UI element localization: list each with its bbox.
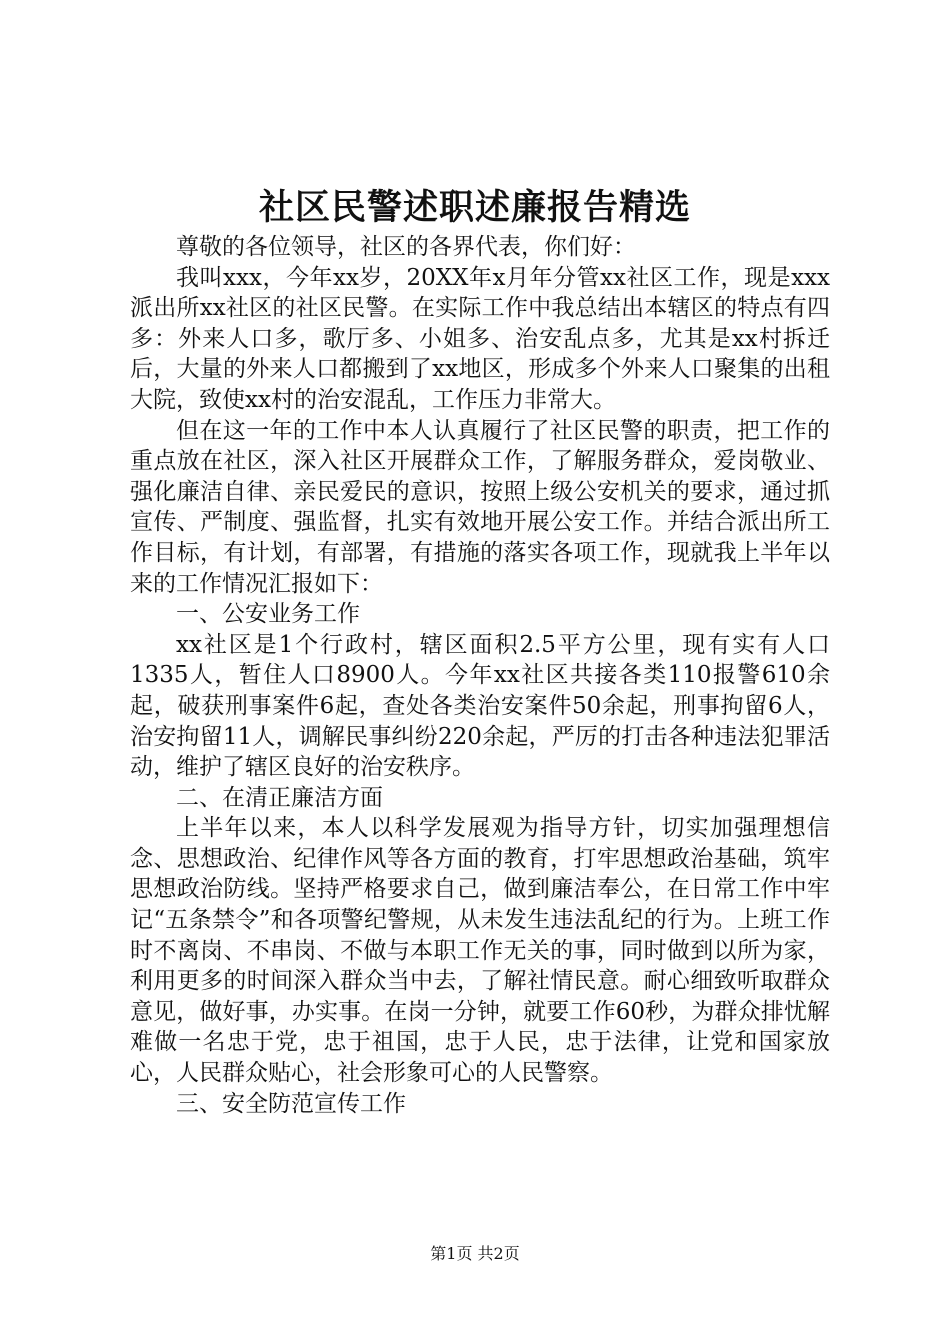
- police-work-paragraph: xx社区是1个行政村，辖区面积2.5平方公里，现有实有人口1335人，暂住人口8900人。今年xx社区共接各类110报警610余起，破获刑事案件6起，查处各类治安案件50余起，刑事拘留6人，治安拘留11人，调解民事纠纷220余起，严厉的打击各种违法犯罪活动，维护了辖区良好的治安秩序。: [130, 631, 830, 781]
- document-body: [130, 232, 830, 1119]
- salutation-paragraph: 尊敬的各位领导，社区的各界代表，你们好：: [176, 234, 636, 260]
- document-title: 社区民警述职述廉报告精选: [258, 187, 691, 228]
- integrity-paragraph: 上半年以来，本人以科学发展观为指导方针，切实加强理想信念、思想政治、纪律作风等各方面的教育，打牢思想政治基础，筑牢思想政治防线。坚持严格要求自己，做到廉洁奉公，在日常工作中牢记“五条禁令”和各项警纪警规，从未发生违法乱纪的行为。上班工作时不离岗、不串岗、不做与本职工作无关的事，同时做到以所为家，利用更多的时间深入群众当中去，了解社情民意。耐心细致听取群众意见，做好事，办实事。在岗一分钟，就要工作60秒，为群众排忧解难做一名忠于党，忠于祖国，忠于人民，忠于法律，让党和国家放心，人民群众贴心，社会形象可心的人民警察。: [130, 815, 830, 1087]
- section-heading-3: 三、安全防范宣传工作: [176, 1090, 406, 1117]
- duties-paragraph: 但在这一年的工作中本人认真履行了社区民警的职责，把工作的重点放在社区，深入社区开展群众工作，了解服务群众，爱岗敬业、强化廉洁自律、亲民爱民的意识，按照上级公安机关的要求，通过抓宣传、严制度、强监督，扎实有效地开展公安工作。并结合派出所工作目标，有计划，有部署，有措施的落实各项工作，现就我上半年以来的工作情况汇报如下：: [130, 417, 830, 597]
- section-heading-2: 二、在清正廉洁方面: [176, 784, 383, 811]
- page-number: 第1页 共2页: [430, 1244, 520, 1263]
- intro-paragraph: 我叫xxx，今年xx岁，20XX年x月年分管xx社区工作，现是xxx派出所xx社区的社区民警。在实际工作中我总结出本辖区的特点有四多：外来人口多，歌厅多、小姐多、治安乱点多，尤其是xx村拆迁后，大量的外来人口都搬到了xx地区，形成多个外来人口聚集的出租大院，致使xx村的治安混乱，工作压力非常大。: [130, 264, 830, 413]
- section-heading-1: 一、公安业务工作: [176, 601, 360, 628]
